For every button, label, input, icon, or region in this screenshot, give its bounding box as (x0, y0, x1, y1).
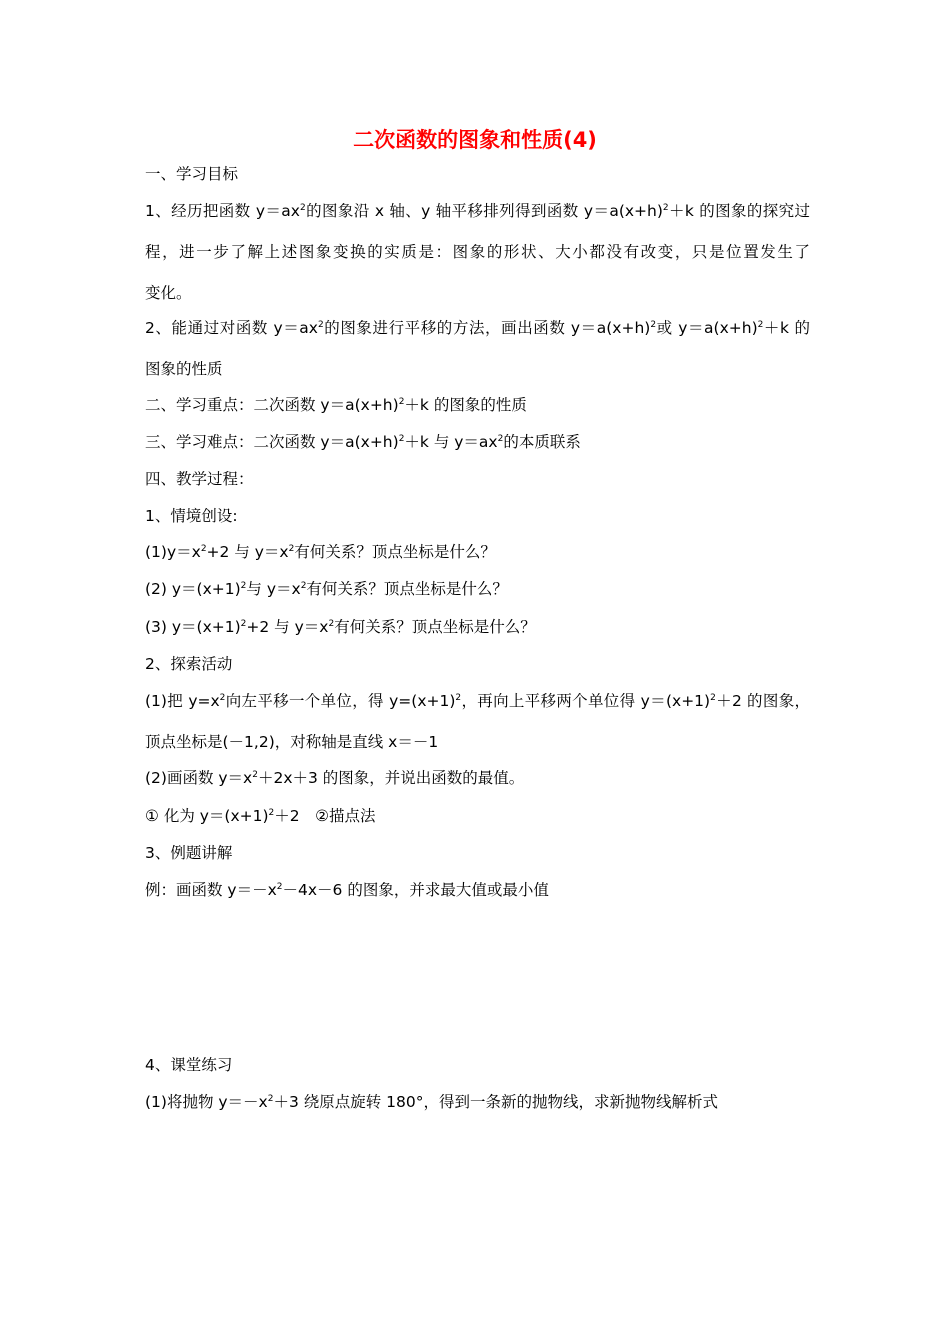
practice-1: (1)将抛物 $y=-x^2+3$ 绕原点旋转 180°，得到一条新的抛物线，求新抛物线解析式 (145, 1093, 719, 1111)
example-heading: 3、例题讲解 (145, 844, 233, 862)
goal-2-line-1: 2、能通过对函数 $y=ax^2$的图象进行平移的方法，画出函数 $y=a(x+h)^2$或 $y=a(x+h)^2+k$ 的 (145, 319, 810, 337)
goal-1-line-1: 1、经历把函数 $y=ax^2$的图象沿 x 轴、y 轴平移排列得到函数 $y=a(x+h)^2+k$ 的图象的探究过 (145, 202, 811, 220)
difficulty: 三、学习难点：二次函数 $y=a(x+h)^2+k$ 与 $y=ax^2$的本质联系 (145, 433, 581, 451)
goals-heading: 一、学习目标 (145, 165, 239, 183)
explore-1-line-2: 顶点坐标是(－1,2)，对称轴是直线 x＝－1 (145, 733, 439, 751)
goal-1-line-3: 变化。 (145, 284, 192, 302)
example-text: 例：画函数 $y=-x^2-4x-6$ 的图象，并求最大值或最小值 (145, 881, 549, 899)
page-title: 二次函数的图象和性质(4) (353, 128, 597, 152)
explore-3: ① 化为 $y=(x+1)^2+2$ ②描点法 (145, 807, 376, 825)
goal-1-line-2: 程，进一步了解上述图象变换的实质是：图象的形状、大小都没有改变，只是位置发生了 (145, 243, 810, 261)
question-2: (2) $y=(x+1)^2$与 $y=x^2$有何关系？顶点坐标是什么？ (145, 580, 508, 598)
explore-heading: 2、探索活动 (145, 655, 233, 673)
scenario-heading: 1、情境创设: (145, 507, 238, 525)
key-point: 二、学习重点：二次函数 $y=a(x+h)^2+k$ 的图象的性质 (145, 396, 527, 414)
question-1: $(1)y=x^2+2$ 与 $y=x^2$有何关系？顶点坐标是什么？ (145, 543, 496, 561)
goal-2-line-2: 图象的性质 (145, 360, 223, 378)
explore-2: (2)画函数 $y=x^2+2x+3$ 的图象，并说出函数的最值。 (145, 769, 525, 787)
process-heading: 四、教学过程： (145, 470, 254, 488)
practice-heading: 4、课堂练习 (145, 1056, 233, 1074)
question-3: (3) $y=(x+1)^2+2$ 与 $y=x^2$有何关系？顶点坐标是什么？ (145, 618, 536, 636)
explore-1-line-1: (1)把 $y=x^2$向左平移一个单位，得 $y=(x+1)^2$，再向上平移两个单位得 $y=(x+1)^2+2$ 的图象， (145, 692, 811, 710)
